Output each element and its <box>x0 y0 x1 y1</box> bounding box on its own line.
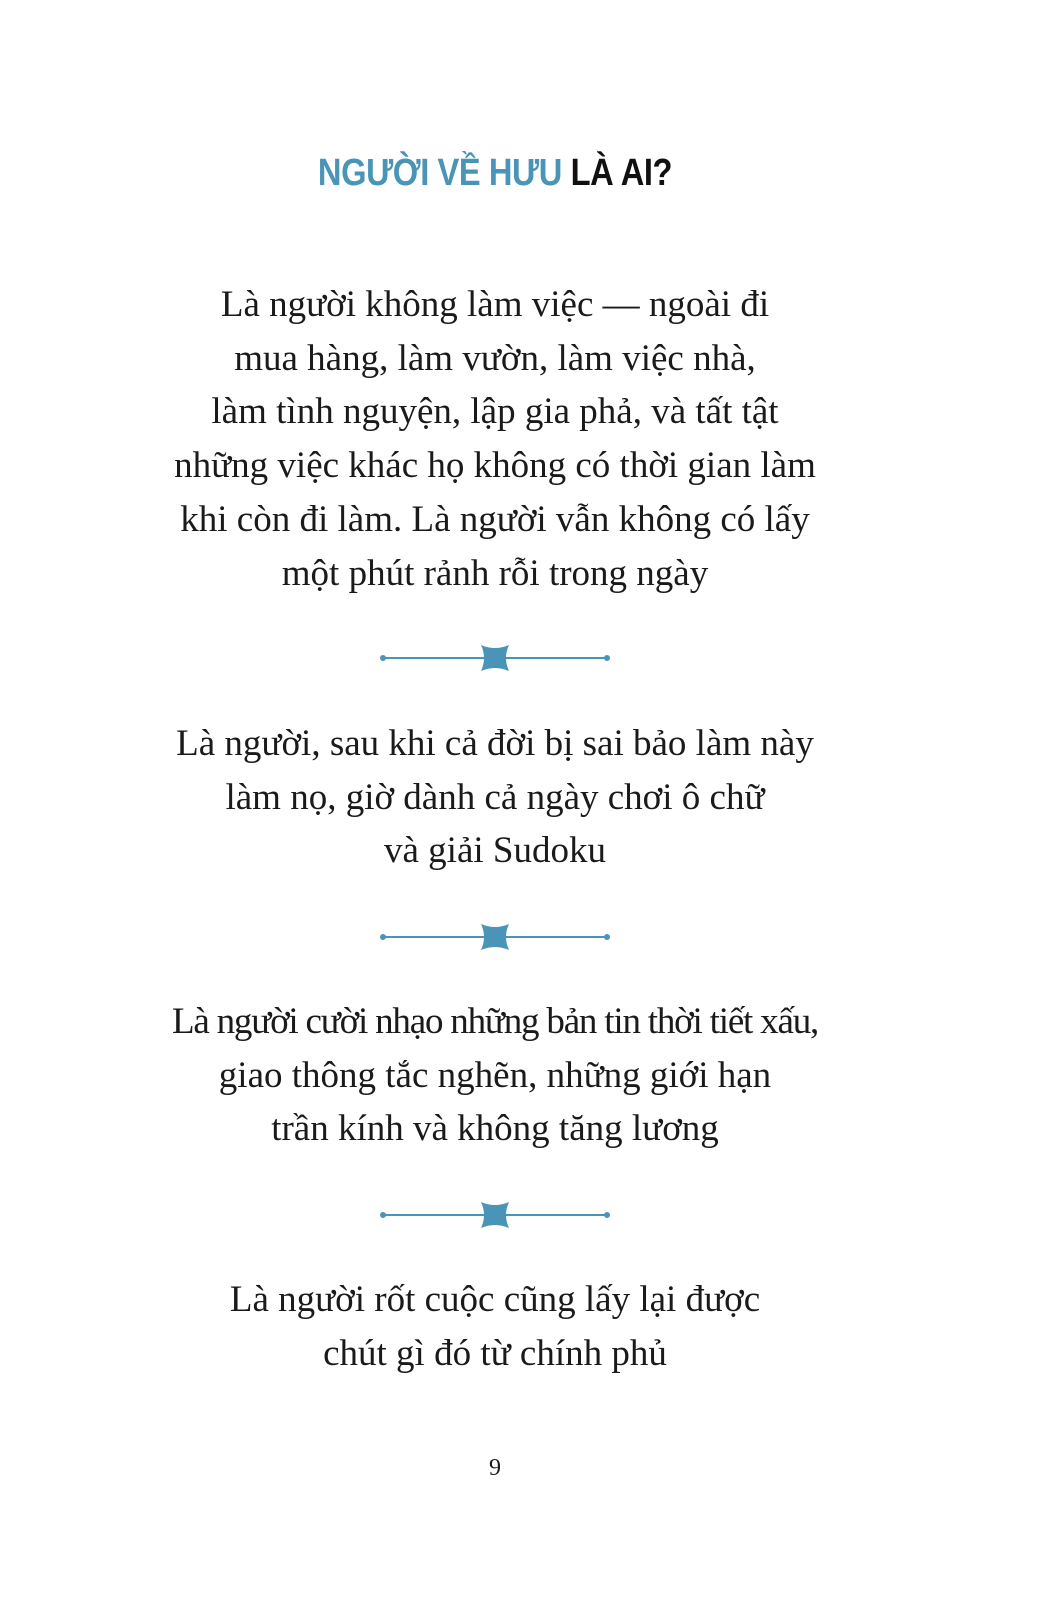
text-line: Là người, sau khi cả đời bị sai bảo làm này <box>176 723 814 764</box>
text-line: Là người cười nhạo những bản tin thời tiết xấu, <box>171 1001 819 1042</box>
star-divider-icon <box>380 922 610 952</box>
text-line: mua hàng, làm vườn, làm việc nhà, <box>234 337 756 379</box>
text-line: giao thông tắc nghẽn, những giới hạn <box>218 1054 772 1096</box>
paragraph-3 <box>0 995 990 1156</box>
text-line: Là người rốt cuộc cũng lấy lại được <box>229 1279 761 1320</box>
text-line: trần kính và không tăng lương <box>271 1108 719 1150</box>
star-divider-icon <box>380 643 610 673</box>
paragraph-1 <box>0 278 990 600</box>
title-rest: LÀ AI? <box>570 152 673 194</box>
text-line: những việc khác họ không có thời gian làm <box>174 445 816 487</box>
star-divider-icon <box>380 1200 610 1230</box>
text-line: một phút rảnh rỗi trong ngày <box>281 552 709 594</box>
text-line: và giải Sudoku <box>384 830 606 872</box>
text-line: khi còn đi làm. Là người vẫn không có lấy <box>180 498 810 540</box>
paragraph-4 <box>0 1273 990 1380</box>
text-line: làm tình nguyện, lập gia phả, và tất tật <box>211 391 779 433</box>
page-title <box>69 152 920 195</box>
page-number: 9 <box>489 1455 501 1481</box>
title-highlight: NGƯỜI VỀ HƯU <box>317 152 562 194</box>
text-line: Là người không làm việc — ngoài đi <box>220 284 770 325</box>
text-line: làm nọ, giờ dành cả ngày chơi ô chữ <box>225 776 765 818</box>
paragraph-2 <box>0 717 990 878</box>
text-line: chút gì đó từ chính phủ <box>323 1332 667 1374</box>
